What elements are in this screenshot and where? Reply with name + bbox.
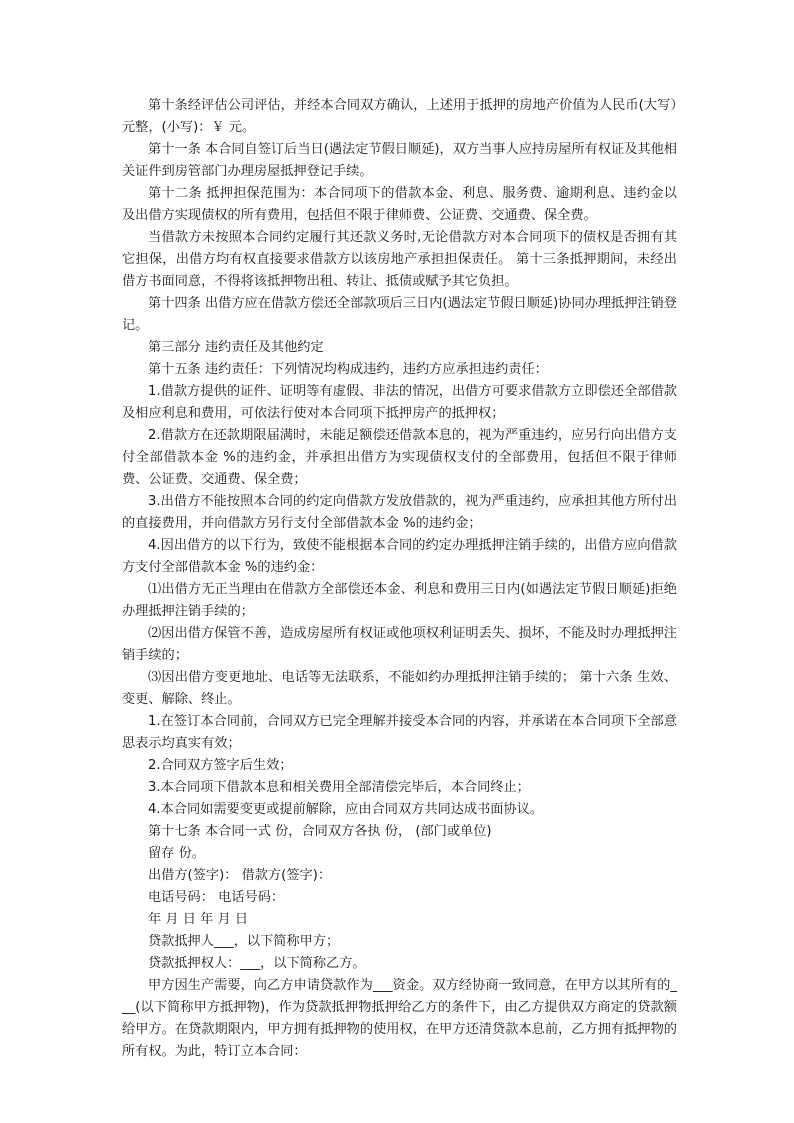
sub-item-breach-4-3-article-16: ⑶因出借方变更地址、电话等无法联系，不能如约办理抵押注销手续的； 第十六条 生效、变更、解除、终止。 — [122, 670, 677, 707]
section-heading-part-3: 第三部分 违约责任及其他约定 — [148, 340, 324, 355]
paragraph-guarantee-article-13: 当借款方未按照本合同约定履行其还款义务时,无论借款方对本合同项下的债权是否拥有其它担保，出借方均有权直接要求借款方以该房地产承担担保责任。 第十三条抵押期间，未经出借方书面同意，不得将该抵押物出租、转让、抵债或赋予其它负担。 — [122, 230, 677, 289]
party-b-line: 贷款抵押权人：___，以下简称乙方。 — [148, 956, 366, 971]
list-item-effect-2: 2.合同双方签字后生效； — [148, 758, 293, 773]
list-item-effect-3: 3.本合同项下借款本息和相关费用全部清偿完毕后，本合同终止； — [148, 780, 530, 795]
date-line: 年 月 日 年 月 日 — [148, 912, 249, 927]
paragraph-article-10: 第十条经评估公司评估，并经本合同双方确认，上述用于抵押的房地产价值为人民币(大写）元整，(小写)：￥ 元。 — [122, 98, 677, 135]
list-item-breach-2: 2.借款方在还款期限届满时，未能足额偿还借款本息的，视为严重违约，应另行向出借方支付全部借款本金 %的违约金，并承担出借方为实现债权支付的全部费用，包括但不限于律师费、公证费、交通费、保全费； — [122, 428, 677, 487]
paragraph-article-14: 第十四条 出借方应在借款方偿还全部款项后三日内(遇法定节假日顺延)协同办理抵押注销登记。 — [122, 296, 677, 333]
paragraph-retention-copies: 留存 份。 — [148, 846, 205, 861]
paragraph-article-12: 第十二条 抵押担保范围为：本合同项下的借款本金、利息、服务费、逾期利息、违约金以及出借方实现债权的所有费用，包括但不限于律师费、公证费、交通费、保全费。 — [122, 186, 677, 223]
sub-item-breach-4-2: ⑵因出借方保管不善，造成房屋所有权证或他项权利证明丢失、损坏，不能及时办理抵押注销手续的； — [122, 626, 677, 663]
list-item-effect-4: 4.本合同如需要变更或提前解除，应由合同双方共同达成书面协议。 — [148, 802, 544, 817]
phone-line: 电话号码： 电话号码： — [148, 890, 285, 905]
party-a-line: 贷款抵押人___，以下简称甲方； — [148, 934, 340, 949]
list-item-breach-1: 1.借款方提供的证件、证明等有虚假、非法的情况，出借方可要求借款方立即偿还全部借款及相应利息和费用，可依法行使对本合同项下抵押房产的抵押权； — [122, 384, 677, 421]
paragraph-preamble: 甲方因生产需要，向乙方申请贷款作为___资金。双方经协商一致同意，在甲方以其所有的___(以下简称甲方抵押物)，作为贷款抵押物抵押给乙方的条件下，由乙方提供双方商定的贷款额给甲方。在贷款期限内，甲方拥有抵押物的使用权，在甲方还清贷款本息前，乙方拥有抵押物的所有权。为此，特订立本合同： — [122, 978, 677, 1059]
sub-item-breach-4-1: ⑴出借方无正当理由在借款方全部偿还本金、利息和费用三日内(如遇法定节假日顺延)拒绝办理抵押注销手续的； — [122, 582, 677, 619]
list-item-breach-3: 3.出借方不能按照本合同的约定向借款方发放借款的，视为严重违约，应承担其他方所付出的直接费用，并向借款方另行支付全部借款本金 %的违约金； — [122, 494, 677, 531]
paragraph-article-15: 第十五条 违约责任：下列情况均构成违约，违约方应承担违约责任： — [148, 362, 548, 377]
list-item-breach-4: 4.因出借方的以下行为，致使不能根据本合同的约定办理抵押注销手续的，出借方应向借款方支付全部借款本金 %的违约金： — [122, 538, 677, 575]
signature-line: 出借方(签字)： 借款方(签字)： — [148, 868, 332, 883]
document-page — [122, 95, 677, 1063]
paragraph-article-17: 第十七条 本合同一式 份，合同双方各执 份， (部门或单位) — [148, 824, 492, 839]
paragraph-article-11: 第十一条 本合同自签订后当日(遇法定节假日顺延)，双方当事人应持房屋所有权证及其他相关证件到房管部门办理房屋抵押登记手续。 — [122, 142, 677, 179]
list-item-effect-1: 1.在签订本合同前，合同双方已完全理解并接受本合同的内容，并承诺在本合同项下全部意思表示均真实有效； — [122, 714, 677, 751]
